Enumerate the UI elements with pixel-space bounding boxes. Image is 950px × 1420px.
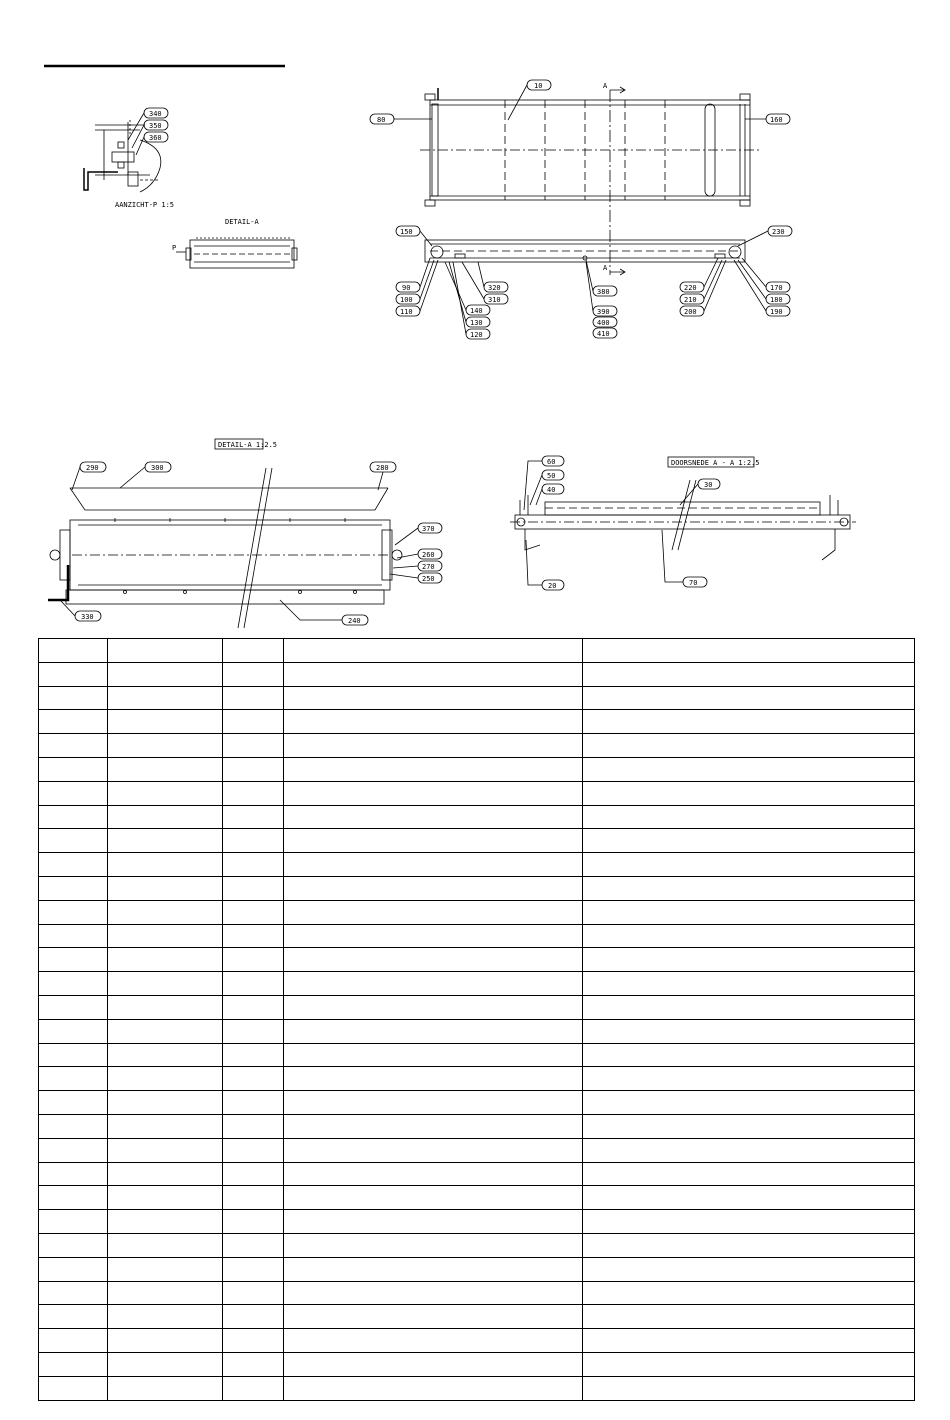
table-cell [284,710,583,734]
callout-190: 190 [770,308,783,316]
table-cell [284,1281,583,1305]
table-cell [39,900,108,924]
callout-150: 150 [400,228,413,236]
callout-120: 120 [470,331,483,339]
table-cell [108,781,223,805]
table-cell [284,1138,583,1162]
callout-20: 20 [548,582,557,590]
table-cell [108,1043,223,1067]
table-cell [39,1210,108,1234]
table-cell [223,1186,284,1210]
table-cell [223,710,284,734]
table-cell [284,900,583,924]
callout-30: 30 [704,481,713,489]
callout-400: 400 [597,319,610,327]
table-cell [583,1067,915,1091]
table-row [39,1376,915,1400]
table-cell [223,995,284,1019]
table-cell [284,1257,583,1281]
table-cell [284,805,583,829]
table-row [39,1091,915,1115]
table-row [39,1210,915,1234]
table-cell [108,1257,223,1281]
table-row [39,853,915,877]
table-cell [583,1114,915,1138]
detail-a-large-view [48,439,442,628]
table-cell [223,1281,284,1305]
table-cell [108,924,223,948]
callout-130: 130 [470,319,483,327]
callout-170: 170 [770,284,783,292]
table-cell [223,781,284,805]
table-cell [39,829,108,853]
callout-290: 290 [86,464,99,472]
table-row [39,972,915,996]
table-cell [583,1091,915,1115]
callout-210: 210 [684,296,697,304]
callout-80: 80 [377,116,386,124]
table-cell [108,1114,223,1138]
table-cell [223,757,284,781]
table-row [39,1281,915,1305]
callout-90: 90 [402,284,411,292]
table-cell [583,1305,915,1329]
table-cell [39,1233,108,1257]
table-row [39,1257,915,1281]
table-cell [583,1186,915,1210]
table-cell [39,1186,108,1210]
table-cell [223,924,284,948]
table-cell [39,1376,108,1400]
table-cell [583,995,915,1019]
aanzicht-view [84,108,174,209]
callout-300: 300 [151,464,164,472]
callout-410: 410 [597,330,610,338]
table-cell [284,686,583,710]
table-cell [223,1352,284,1376]
table-cell [583,948,915,972]
table-cell [108,639,223,663]
table-cell [39,1114,108,1138]
callout-270: 270 [422,563,435,571]
table-cell [108,995,223,1019]
callout-240: 240 [348,617,361,625]
section-a-label: DOORSNEDE A - A 1:2.5 [671,459,760,467]
table-cell [39,662,108,686]
table-cell [223,1067,284,1091]
table-cell [583,662,915,686]
table-cell [108,948,223,972]
table-cell [39,805,108,829]
table-cell [108,805,223,829]
table-cell [583,1210,915,1234]
table-row [39,1019,915,1043]
table-cell [583,710,915,734]
table-row [39,1352,915,1376]
table-row [39,1138,915,1162]
table-cell [284,948,583,972]
table-cell [39,686,108,710]
table-cell [108,1233,223,1257]
table-cell [284,876,583,900]
table-cell [284,734,583,758]
table-cell [39,924,108,948]
table-cell [284,924,583,948]
table-cell [284,1305,583,1329]
technical-drawings [0,0,950,640]
callout-70: 70 [689,579,698,587]
detail-a-small-marker: P [172,244,177,252]
table-row [39,757,915,781]
table-cell [583,757,915,781]
table-cell [583,1138,915,1162]
table-row [39,1162,915,1186]
table-cell [284,1091,583,1115]
table-cell [284,995,583,1019]
callout-220: 220 [684,284,697,292]
table-row [39,1329,915,1353]
table-cell [284,1352,583,1376]
table-cell [108,1352,223,1376]
callout-100: 100 [400,296,413,304]
table-cell [39,710,108,734]
callout-140: 140 [470,307,483,315]
callout-260: 260 [422,551,435,559]
table-row [39,710,915,734]
table-cell [583,734,915,758]
table-cell [223,1162,284,1186]
callout-330: 330 [81,613,94,621]
table-cell [583,900,915,924]
table-cell [39,757,108,781]
table-cell [284,1114,583,1138]
table-cell [223,829,284,853]
table-cell [223,1233,284,1257]
table-row [39,948,915,972]
table-cell [223,662,284,686]
callout-380: 380 [597,288,610,296]
top-view [370,80,792,339]
table-cell [108,829,223,853]
table-cell [39,1067,108,1091]
detail-a-small-view [172,218,297,268]
table-cell [583,853,915,877]
section-a-view [510,456,856,590]
table-cell [583,1281,915,1305]
table-cell [284,1186,583,1210]
callout-60: 60 [547,458,556,466]
table-cell [284,757,583,781]
table-cell [223,1329,284,1353]
table-row [39,876,915,900]
table-cell [108,972,223,996]
table-cell [583,829,915,853]
table-cell [223,1091,284,1115]
table-cell [223,1019,284,1043]
callout-320: 320 [488,284,501,292]
table-cell [39,1305,108,1329]
table-row [39,734,915,758]
callout-50: 50 [547,472,556,480]
table-cell [284,1162,583,1186]
table-row [39,1067,915,1091]
table-row [39,1186,915,1210]
table-cell [108,1162,223,1186]
table-cell [39,853,108,877]
detail-a-large-label: DETAIL-A 1:2.5 [218,441,278,449]
table-cell [583,1257,915,1281]
table-cell [284,1019,583,1043]
detail-a-small-label: DETAIL-A [225,218,259,226]
table-cell [108,710,223,734]
parts-list-table [38,638,915,1401]
table-cell [39,639,108,663]
table-row [39,805,915,829]
table-cell [108,1376,223,1400]
table-cell [284,639,583,663]
table-cell [39,1281,108,1305]
table-row [39,829,915,853]
table-cell [284,1233,583,1257]
table-cell [39,734,108,758]
section-marker-top: A [603,82,608,90]
callout-180: 180 [770,296,783,304]
callout-230: 230 [772,228,785,236]
table-cell [223,900,284,924]
callout-350: 350 [149,122,162,130]
callout-40: 40 [547,486,556,494]
table-cell [223,1376,284,1400]
table-cell [39,1329,108,1353]
callout-340: 340 [149,110,162,118]
table-cell [223,876,284,900]
table-cell [39,995,108,1019]
table-cell [583,924,915,948]
table-cell [108,686,223,710]
table-cell [583,1162,915,1186]
table-cell [39,948,108,972]
table-cell [39,1352,108,1376]
table-cell [583,1019,915,1043]
callout-110: 110 [400,308,413,316]
table-cell [108,1186,223,1210]
callout-160: 160 [770,116,783,124]
table-cell [39,1162,108,1186]
parts-list-body [39,639,915,1401]
table-row [39,1233,915,1257]
table-cell [583,639,915,663]
table-cell [284,1329,583,1353]
table-cell [108,1138,223,1162]
table-cell [39,1257,108,1281]
callout-360: 360 [149,134,162,142]
table-row [39,1305,915,1329]
table-cell [284,1210,583,1234]
section-marker-bottom: A [603,264,608,272]
table-row [39,995,915,1019]
table-cell [583,1233,915,1257]
table-cell [39,781,108,805]
table-cell [583,781,915,805]
table-row [39,1043,915,1067]
table-cell [108,662,223,686]
table-cell [39,1091,108,1115]
table-cell [223,639,284,663]
table-cell [39,1019,108,1043]
table-cell [39,876,108,900]
table-cell [583,805,915,829]
table-cell [108,1091,223,1115]
table-row [39,924,915,948]
table-cell [583,1329,915,1353]
table-row [39,639,915,663]
table-cell [223,686,284,710]
aanzicht-label: AANZICHT-P 1:5 [115,201,175,209]
table-cell [223,734,284,758]
table-row [39,900,915,924]
table-cell [108,1305,223,1329]
callout-280: 280 [376,464,389,472]
table-cell [583,1376,915,1400]
table-cell [583,876,915,900]
table-cell [583,686,915,710]
table-cell [108,1210,223,1234]
table-cell [223,948,284,972]
table-cell [108,900,223,924]
table-cell [223,1305,284,1329]
table-cell [108,1019,223,1043]
table-cell [583,1043,915,1067]
callout-200: 200 [684,308,697,316]
callout-250: 250 [422,575,435,583]
table-cell [223,1043,284,1067]
table-cell [223,1114,284,1138]
table-cell [583,1352,915,1376]
table-cell [284,781,583,805]
table-cell [108,757,223,781]
table-row [39,781,915,805]
callout-10: 10 [534,82,543,90]
table-cell [108,853,223,877]
table-cell [223,1210,284,1234]
table-cell [583,972,915,996]
table-cell [223,1138,284,1162]
callout-390: 390 [597,308,610,316]
callout-370: 370 [422,525,435,533]
table-cell [284,662,583,686]
table-cell [39,972,108,996]
table-cell [284,1376,583,1400]
table-cell [284,1043,583,1067]
table-cell [108,1329,223,1353]
table-row [39,686,915,710]
table-cell [284,1067,583,1091]
table-cell [284,972,583,996]
table-cell [108,734,223,758]
table-row [39,662,915,686]
table-cell [284,853,583,877]
table-cell [39,1043,108,1067]
table-cell [108,1067,223,1091]
table-cell [284,829,583,853]
table-cell [223,972,284,996]
table-cell [39,1138,108,1162]
table-cell [223,805,284,829]
callout-310: 310 [488,296,501,304]
table-cell [223,853,284,877]
table-cell [223,1257,284,1281]
table-cell [108,876,223,900]
table-cell [108,1281,223,1305]
table-row [39,1114,915,1138]
